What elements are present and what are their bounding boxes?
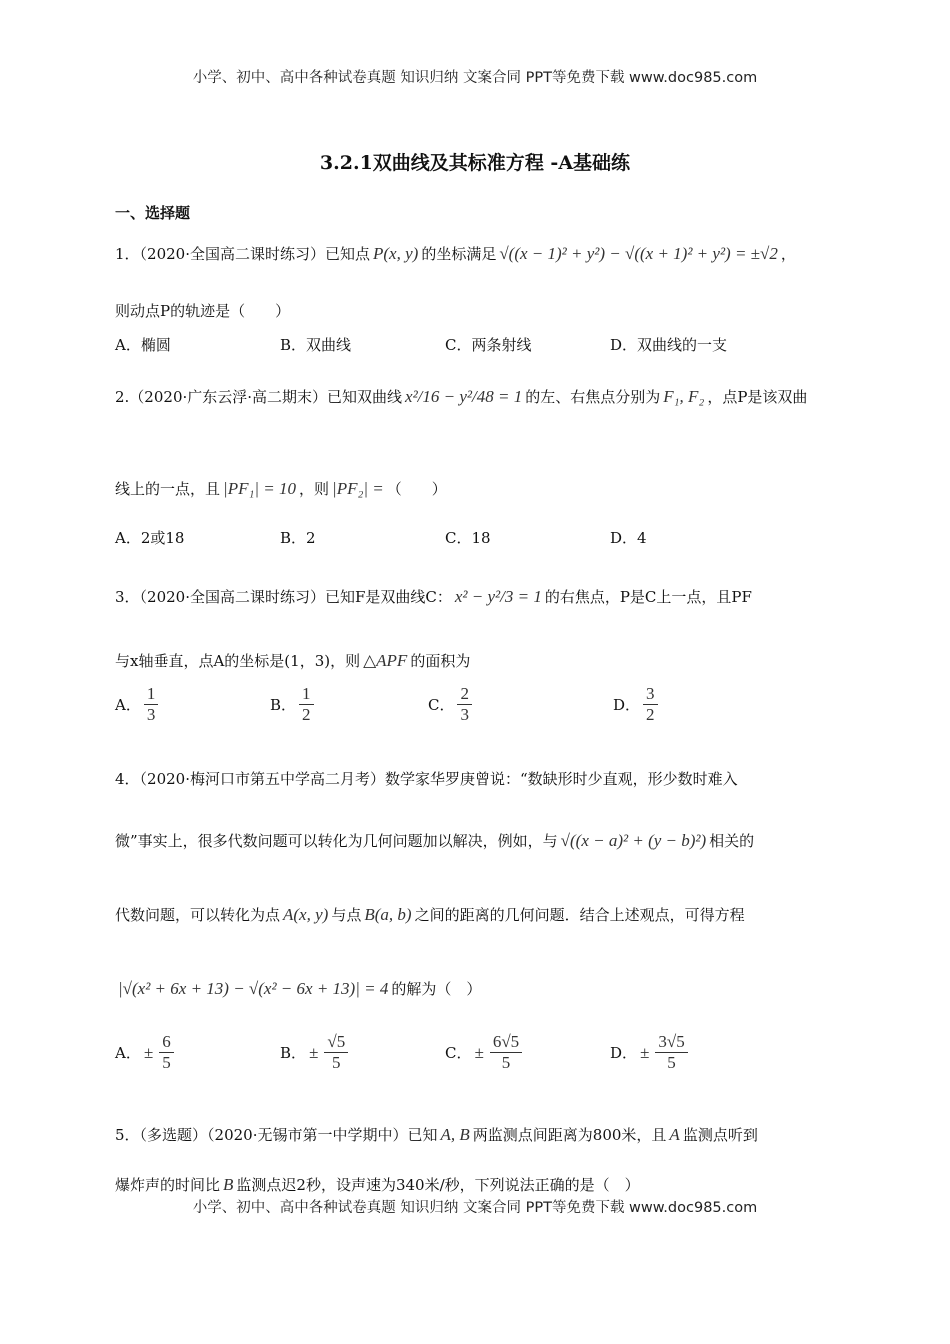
q1-mid: 的坐标满足 xyxy=(421,245,497,263)
q3-option-c-fraction: $\frac{2}{3}$ xyxy=(457,684,472,725)
q4-equation: |√(x² + 6x + 13) − √(x² − 6x + 13)| = 4 xyxy=(118,978,389,998)
q1-equation: √((x − 1)² + y²) − √((x + 1)² + y²) = ±√2 xyxy=(499,243,778,263)
q4-option-b[interactable] xyxy=(280,1032,351,1073)
q2-line1 xyxy=(115,386,807,407)
section-heading: 一、选择题 xyxy=(115,204,191,222)
q1-end: ， xyxy=(780,245,796,263)
q5-line2 xyxy=(115,1174,640,1195)
q4-point-a: A(x, y) xyxy=(283,904,329,924)
q1-line1 xyxy=(115,243,796,264)
q4-option-b-pm: ± xyxy=(309,1042,319,1062)
q3-option-b-fraction: $\frac{1}{2}$ xyxy=(299,684,314,725)
q4-line3c: 之间的距离的几何问题．结合上述观点，可得方程 xyxy=(414,906,745,924)
q4-expression: √((x − a)² + (y − b)²) xyxy=(560,830,707,850)
q2-foci: F₁, F₂ xyxy=(663,386,705,406)
q4-option-b-label: B． xyxy=(280,1044,307,1062)
q5-ab: A, B xyxy=(440,1124,470,1144)
q5-line1b: 两监测点间距离为800米，且 xyxy=(472,1126,667,1144)
q3-option-a-label: A． xyxy=(115,696,141,714)
q5-line1 xyxy=(115,1124,758,1145)
q2-line2a: 线上的一点，且 xyxy=(115,480,221,498)
q5-line1c: 监测点听到 xyxy=(682,1126,758,1144)
q5-b: B xyxy=(223,1174,234,1194)
q4-option-c[interactable] xyxy=(445,1032,525,1073)
page-footer: 小学、初中、高中各种试卷真题 知识归纳 文案合同 PPT等免费下载 www.doc985.com xyxy=(192,1200,758,1216)
q3-option-a[interactable] xyxy=(115,684,161,725)
q1-option-a[interactable]: A．椭圆 xyxy=(115,336,171,354)
q3-option-a-fraction: $\frac{1}{3}$ xyxy=(144,684,159,725)
q2-end: ，点P是该双曲 xyxy=(707,388,808,406)
q2-option-a[interactable]: A．2或18 xyxy=(115,529,185,547)
q2-equation: x²/16 − y²/48 = 1 xyxy=(405,386,523,406)
q4-line2a: 微”事实上，很多代数问题可以转化为几何问题加以解决，例如，与 xyxy=(115,832,558,850)
q1-line2: 则动点P的轨迹是（ ） xyxy=(115,302,291,320)
q4-option-d[interactable] xyxy=(610,1032,691,1073)
q4-line4-text: 的解为（ ） xyxy=(391,980,482,998)
q3-end: 的右焦点，P是C上一点，且PF xyxy=(544,588,752,606)
q4-option-d-fraction: $\frac{3√5}{5}$ xyxy=(655,1032,687,1073)
q3-line2b: 的面积为 xyxy=(410,652,471,670)
q4-line2b: 相关的 xyxy=(709,832,755,850)
q2-prefix: 2.（2020·广东云浮·高二期末）已知双曲线 xyxy=(115,388,403,406)
q2-line2c: （ ） xyxy=(386,480,447,498)
q4-option-a-label: A． xyxy=(115,1044,141,1062)
q4-option-a-fraction: $\frac{6}{5}$ xyxy=(159,1032,174,1073)
q2-option-d[interactable]: D．4 xyxy=(610,529,647,547)
q3-option-b-label: B． xyxy=(270,696,297,714)
q5-line2a: 爆炸声的时间比 xyxy=(115,1176,221,1194)
q1-option-b[interactable]: B．双曲线 xyxy=(280,336,352,354)
q3-line1 xyxy=(115,586,752,607)
q4-option-d-pm: ± xyxy=(640,1042,650,1062)
q5-line2b: 监测点迟2秒，设声速为340米/秒，下列说法正确的是（ ） xyxy=(236,1176,640,1194)
q4-option-b-fraction: $\frac{√5}{5}$ xyxy=(324,1032,348,1073)
q1-option-c[interactable]: C．两条射线 xyxy=(445,336,532,354)
q4-option-c-fraction: $\frac{6√5}{5}$ xyxy=(490,1032,522,1073)
q3-option-b[interactable] xyxy=(270,684,317,725)
q3-option-c[interactable] xyxy=(428,684,475,725)
q3-equation: x² − y²/3 = 1 xyxy=(454,586,542,606)
q4-point-b: B(a, b) xyxy=(364,904,412,924)
page-title: 3.2.1双曲线及其标准方程 -A基础练 xyxy=(319,152,631,174)
q4-line3 xyxy=(115,904,745,925)
q2-condition: |PF₁| = 10 xyxy=(223,478,297,498)
q1-prefix: 1．（2020·全国高二课时练习）已知点 xyxy=(115,245,370,263)
q2-mid: 的左、右焦点分别为 xyxy=(525,388,661,406)
q1-point: P(x, y) xyxy=(373,243,419,263)
q5-a: A xyxy=(669,1124,680,1144)
q2-option-c[interactable]: C．18 xyxy=(445,529,491,547)
q4-line3a: 代数问题，可以转化为点 xyxy=(115,906,281,924)
q4-line2 xyxy=(115,830,754,851)
q3-option-c-label: C． xyxy=(428,696,455,714)
q3-prefix: 3．（2020·全国高二课时练习）已知F是双曲线C： xyxy=(115,588,452,606)
q3-option-d-label: D． xyxy=(613,696,641,714)
q2-option-b[interactable]: B．2 xyxy=(280,529,316,547)
q3-line2a: 与x轴垂直，点A的坐标是(1，3)，则 xyxy=(115,652,361,670)
q4-option-c-label: C． xyxy=(445,1044,472,1062)
q1-option-d[interactable]: D．双曲线的一支 xyxy=(610,336,728,354)
q2-ask: |PF₂| = xyxy=(332,478,384,498)
q4-option-a[interactable] xyxy=(115,1032,177,1073)
page-header: 小学、初中、高中各种试卷真题 知识归纳 文案合同 PPT等免费下载 www.doc985.com xyxy=(192,70,758,86)
q3-line2 xyxy=(115,650,470,671)
q5-line1a: 5．（多选题）（2020·无锡市第一中学期中）已知 xyxy=(115,1126,438,1144)
q2-line2b: ，则 xyxy=(299,480,330,498)
q3-triangle: △APF xyxy=(363,650,408,670)
q4-option-c-pm: ± xyxy=(474,1042,484,1062)
q4-line4 xyxy=(115,978,481,999)
q4-option-d-label: D． xyxy=(610,1044,638,1062)
q2-line2 xyxy=(115,478,447,499)
q4-line1: 4．（2020·梅河口市第五中学高二月考）数学家华罗庚曾说：“数缺形时少直观，形少数时难入 xyxy=(115,770,738,788)
q4-line3b: 与点 xyxy=(331,906,362,924)
q4-option-a-pm: ± xyxy=(143,1042,154,1062)
q3-option-d[interactable] xyxy=(613,684,661,725)
q3-option-d-fraction: $\frac{3}{2}$ xyxy=(643,684,658,725)
